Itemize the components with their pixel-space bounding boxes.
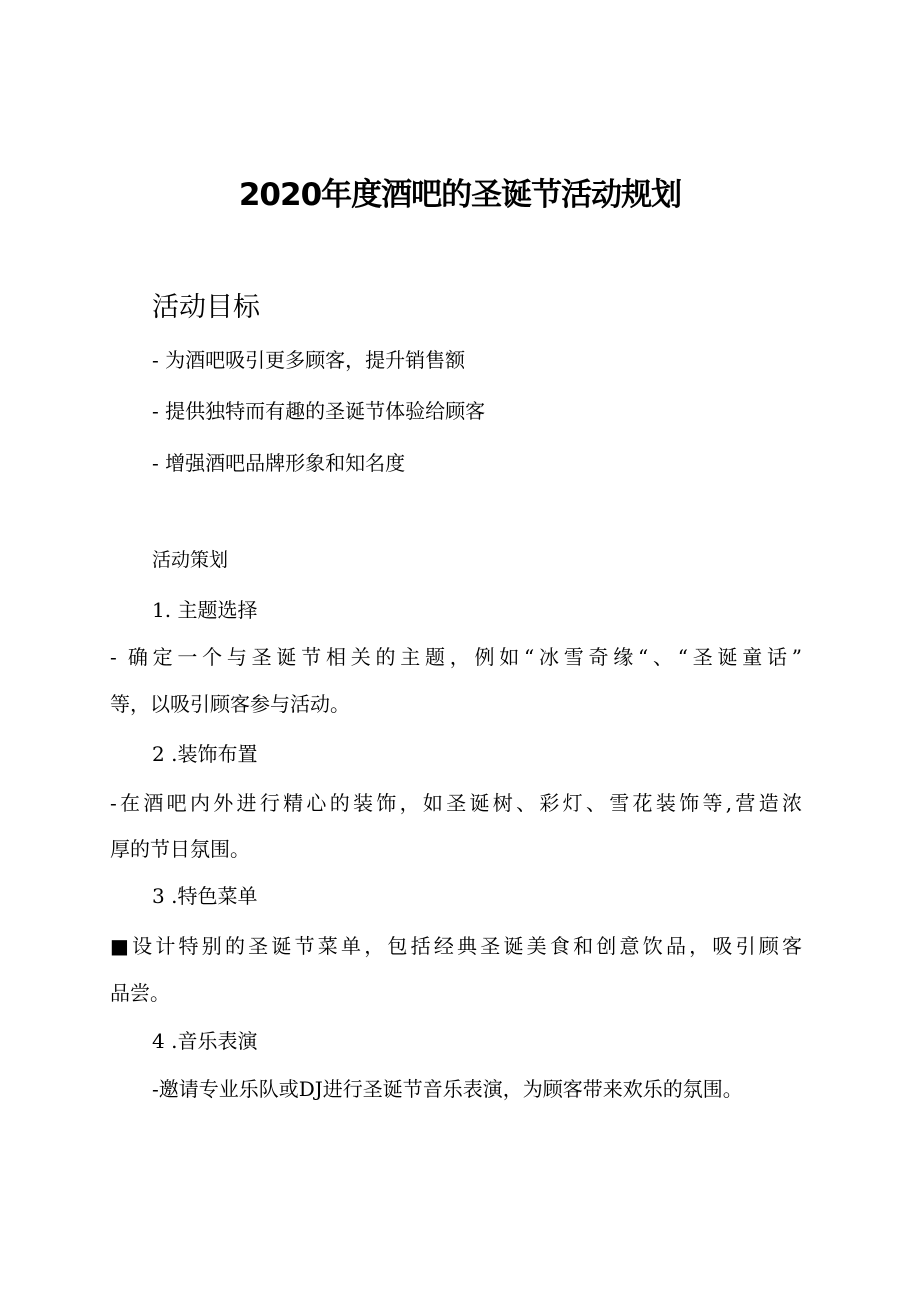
document-title: 2020年度酒吧的圣诞节活动规划	[238, 177, 682, 213]
goal-item: - 提供独特而有趣的圣诞节体验给顾客	[152, 399, 486, 423]
section-text-decoration-line2: 厚的节日氛围。	[110, 837, 250, 861]
section-title-music: 4 .音乐表演	[152, 1029, 258, 1053]
section-text-music-line1: -邀请专业乐队或DJ进行圣诞节音乐表演，为顾客带来欢乐的氛围。	[152, 1077, 743, 1101]
section-title-theme: 1. 主题选择	[152, 598, 258, 622]
section-text-decoration-line1: -在酒吧内外进行精心的装饰，如圣诞树、彩灯、雪花装饰等,营造浓	[110, 791, 802, 815]
goal-item: - 为酒吧吸引更多顾客，提升销售额	[152, 348, 466, 372]
goal-item: - 增强酒吧品牌形象和知名度	[152, 451, 406, 475]
section-title-decoration: 2 .装饰布置	[152, 742, 258, 766]
section-text-menu-line2: 品尝。	[110, 981, 170, 1005]
section-text-theme-line1: - 确定一个与圣诞节相关的主题，例如“冰雪奇缘“、“圣诞童话”	[110, 645, 802, 669]
section-title-menu: 3 .特色菜单	[152, 884, 258, 908]
section-text-theme-line2: 等，以吸引顾客参与活动。	[110, 692, 350, 716]
plan-heading: 活动策划	[152, 549, 229, 571]
goals-heading: 活动目标	[152, 292, 260, 323]
section-text-menu-line1: ■设计特别的圣诞节菜单，包括经典圣诞美食和创意饮品，吸引顾客	[110, 934, 802, 958]
